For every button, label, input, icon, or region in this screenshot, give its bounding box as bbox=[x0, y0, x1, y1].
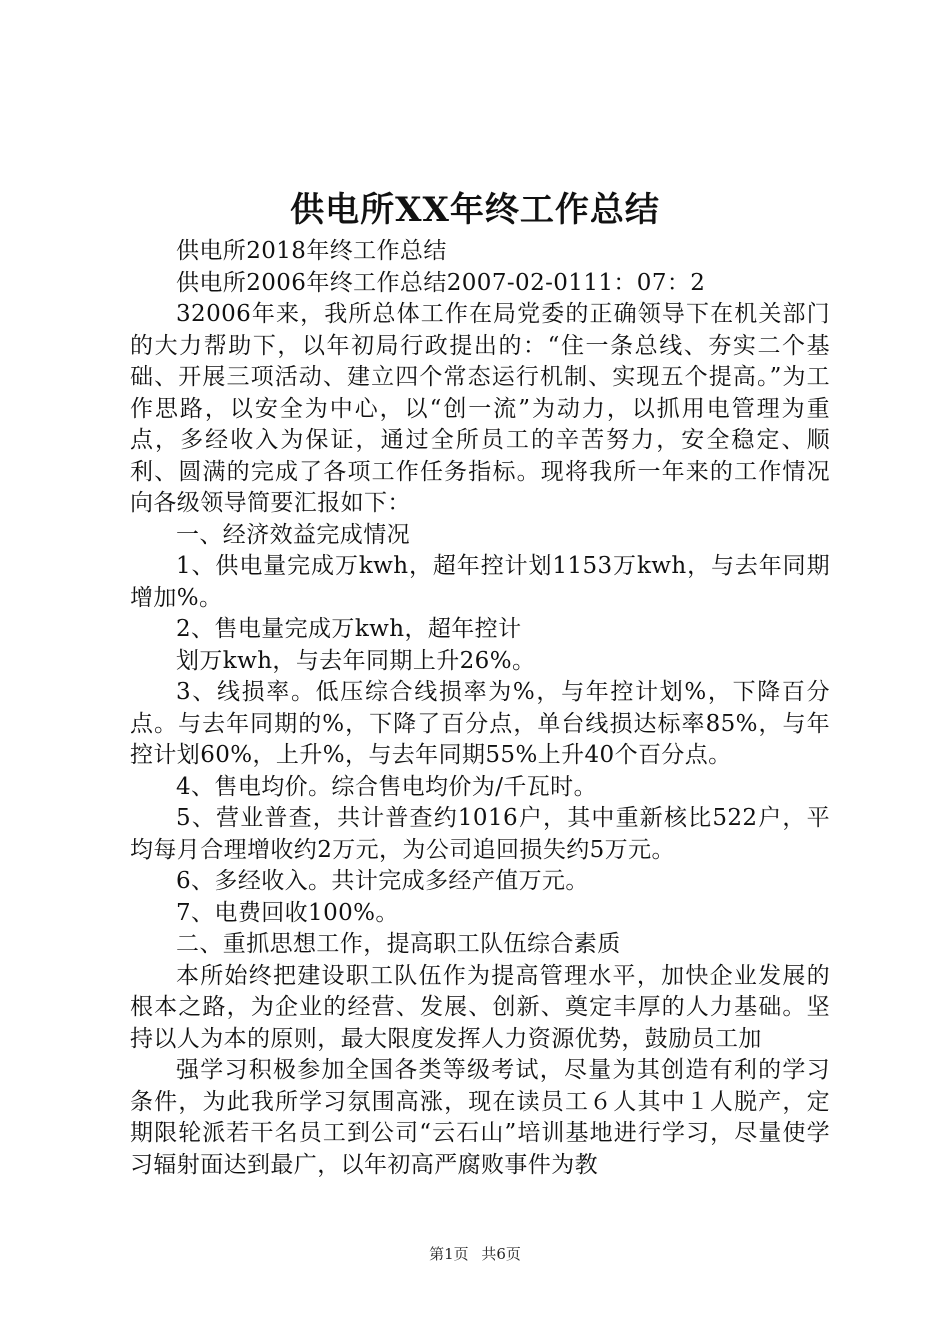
paragraph: 供电所2018年终工作总结 bbox=[176, 238, 447, 264]
section-heading: 二、重抓思想工作，提高职工队伍综合素质 bbox=[176, 931, 621, 957]
paragraph: 供电所2006年终工作总结2007-02-0111：07：2 bbox=[176, 269, 706, 296]
paragraph: 4、售电均价。综合售电均价为/千瓦时。 bbox=[176, 773, 597, 800]
paragraph: 1、供电量完成万kwh，超年控计划1153万kwh，与去年同期增加%。 bbox=[130, 553, 830, 611]
paragraph: 7、电费回收100%。 bbox=[176, 899, 399, 926]
paragraph: 5、营业普查，共计普查约1016户，其中重新核比522户，平均每月合理增收约2万元，为公司追回损失约5万元。 bbox=[130, 805, 830, 863]
document-title: 供电所XX年终工作总结 bbox=[290, 190, 660, 230]
paragraph: 32006年来，我所总体工作在局党委的正确领导下在机关部门的大力帮助下，以年初局行政提出的：“住一条总线、夯实二个基础、开展三项活动、建立四个常态运行机制、实现五个提高。”为工作思路，以安全为中心，以“创一流”为动力，以抓用电管理为重点，多经收入为保证，通过全所员工的辛苦努力，安全稳定、顺利、圆满的完成了各项工作任务指标。现将我所一年来的工作情况向各级领导简要汇报如下： bbox=[130, 301, 830, 516]
paragraph: 6、多经收入。共计完成多经产值万元。 bbox=[176, 868, 589, 894]
document-body bbox=[130, 236, 830, 1181]
page-footer bbox=[0, 1244, 950, 1264]
paragraph: 强学习积极参加全国各类等级考试，尽量为其创造有利的学习条件，为此我所学习氛围高涨，现在读员工６人其中１人脱产，定期限轮派若干名员工到公司“云石山”培训基地进行学习，尽量使学习辐射面达到最广，以年初高严腐败事件为教 bbox=[130, 1057, 830, 1178]
section-heading: 一、经济效益完成情况 bbox=[176, 521, 410, 548]
paragraph: 本所始终把建设职工队伍作为提高管理水平，加快企业发展的根本之路，为企业的经营、发展、创新、奠定丰厚的人力基础。坚持以人为本的原则，最大限度发挥人力资源优势，鼓励员工加 bbox=[130, 962, 830, 1052]
paragraph: 划万kwh，与去年同期上升26%。 bbox=[176, 647, 536, 674]
paragraph: 2、售电量完成万kwh，超年控计 bbox=[176, 616, 522, 642]
page-count: 共6页 bbox=[481, 1245, 521, 1263]
paragraph: 3、线损率。低压综合线损率为%，与年控计划%，下降百分点。与去年同期的%，下降了百分点，单台线损达标率85%，与年控计划60%，上升%，与去年同期55%上升40个百分点。 bbox=[130, 679, 830, 768]
page-number: 第1页 bbox=[429, 1245, 469, 1263]
